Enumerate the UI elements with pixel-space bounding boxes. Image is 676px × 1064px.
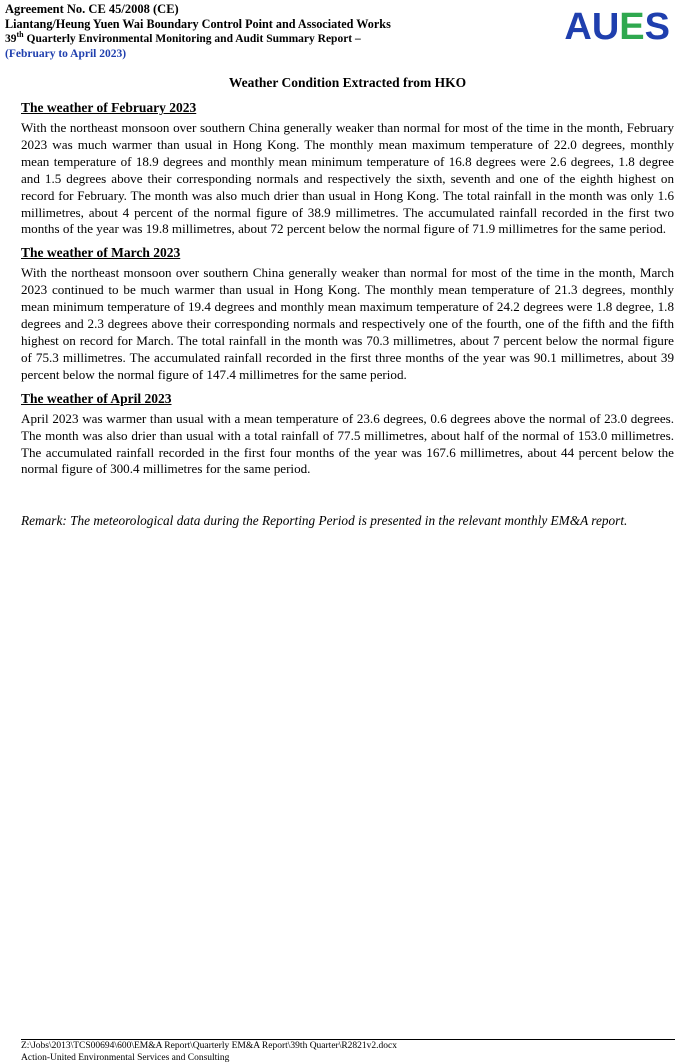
report-number-suffix: th [16, 30, 24, 40]
section-heading: The weather of March 2023 [21, 245, 181, 261]
page-footer [21, 1041, 661, 1064]
aues-logo: AUES [564, 6, 670, 48]
document-title: Weather Condition Extracted from HKO [228, 75, 467, 90]
report-title-text: Quarterly Environmental Monitoring and Audit Summary Report – [23, 33, 361, 45]
section-paragraph: With the northeast monsoon over southern China generally weaker than normal for most of the time in the month, March 2023 continued to be much warmer than usual in Hong Kong. The monthly mean temperature of 21.3 degrees, monthly mean minimum temperature of 19.4 degrees and monthly mean maximum temperature of 24.2 degrees were 1.8 degree, 1.8 degrees and 2.3 degrees above their corresponding normals and respectively one of the fourth, one of the fifth and the fifth highest on record for March. The total rainfall in the month was 70.3 millimetres, about 7 percent below the normal figure of 75.3 millimetres. The accumulated rainfall recorded in the first three months of the year was 90.1 millimetres, about 39 percent below the normal figure of 147.4 millimetres for the same period. [21, 265, 674, 382]
section-heading: The weather of February 2023 [21, 100, 197, 115]
report-title [5, 32, 565, 47]
section-february [21, 99, 674, 238]
section-paragraph: April 2023 was warmer than usual with a mean temperature of 23.6 degrees, 0.6 degrees above the normal of 23.0 degrees. The month was also drier than usual with a total rainfall of 77.5 millimetres, about half of the normal of 153.0 millimetres. The accumulated rainfall recorded in the first four months of the year was 167.6 millimetres, about 44 percent below the normal figure of 300.4 millimetres for the same period. [21, 410, 674, 477]
footer-company: Action-United Environmental Services and Consulting [21, 1052, 230, 1063]
agreement-number: Agreement No. CE 45/2008 (CE) [5, 2, 179, 16]
section-paragraph: With the northeast monsoon over southern China generally weaker than normal for most of the time in the month, February 2023 was much warmer than usual in Hong Kong. The monthly mean maximum temperature of 22.0 degrees, monthly mean temperature of 18.9 degrees and monthly mean minimum temperature of 16.8 degrees were 2.6 degrees, 1.8 degree and 1.5 degrees above their corresponding normals and respectively the sixth, seventh and one of the eighth highest on record for February. The month was also much drier than usual in Hong Kong. The total rainfall in the month was only 1.6 millimetres, about 4 percent of the normal figure of 38.9 millimetres. The accumulated rainfall recorded in the first two months of the year was 19.8 millimetres, about 72 percent below the normal figure of 71.9 millimetres for the same period. [21, 120, 674, 237]
report-number: 39 [5, 33, 17, 45]
report-header [5, 2, 565, 62]
document-body [21, 74, 674, 543]
section-april [21, 390, 674, 479]
section-march [21, 244, 674, 383]
footer-file-path: Z:\Jobs\2013\TCS00694\600\EM&A Report\Quarterly EM&A Report\39th Quarter\R2821v2.docx [21, 1041, 398, 1051]
project-name: Liantang/Heung Yuen Wai Boundary Control Point and Associated Works [5, 17, 391, 31]
remark-note: Remark: The meteorological data during the Reporting Period is presented in the relevant monthly EM&A report. [21, 513, 628, 529]
report-period: (February to April 2023) [5, 48, 127, 60]
footer-divider [21, 1039, 675, 1040]
section-heading: The weather of April 2023 [21, 390, 172, 406]
